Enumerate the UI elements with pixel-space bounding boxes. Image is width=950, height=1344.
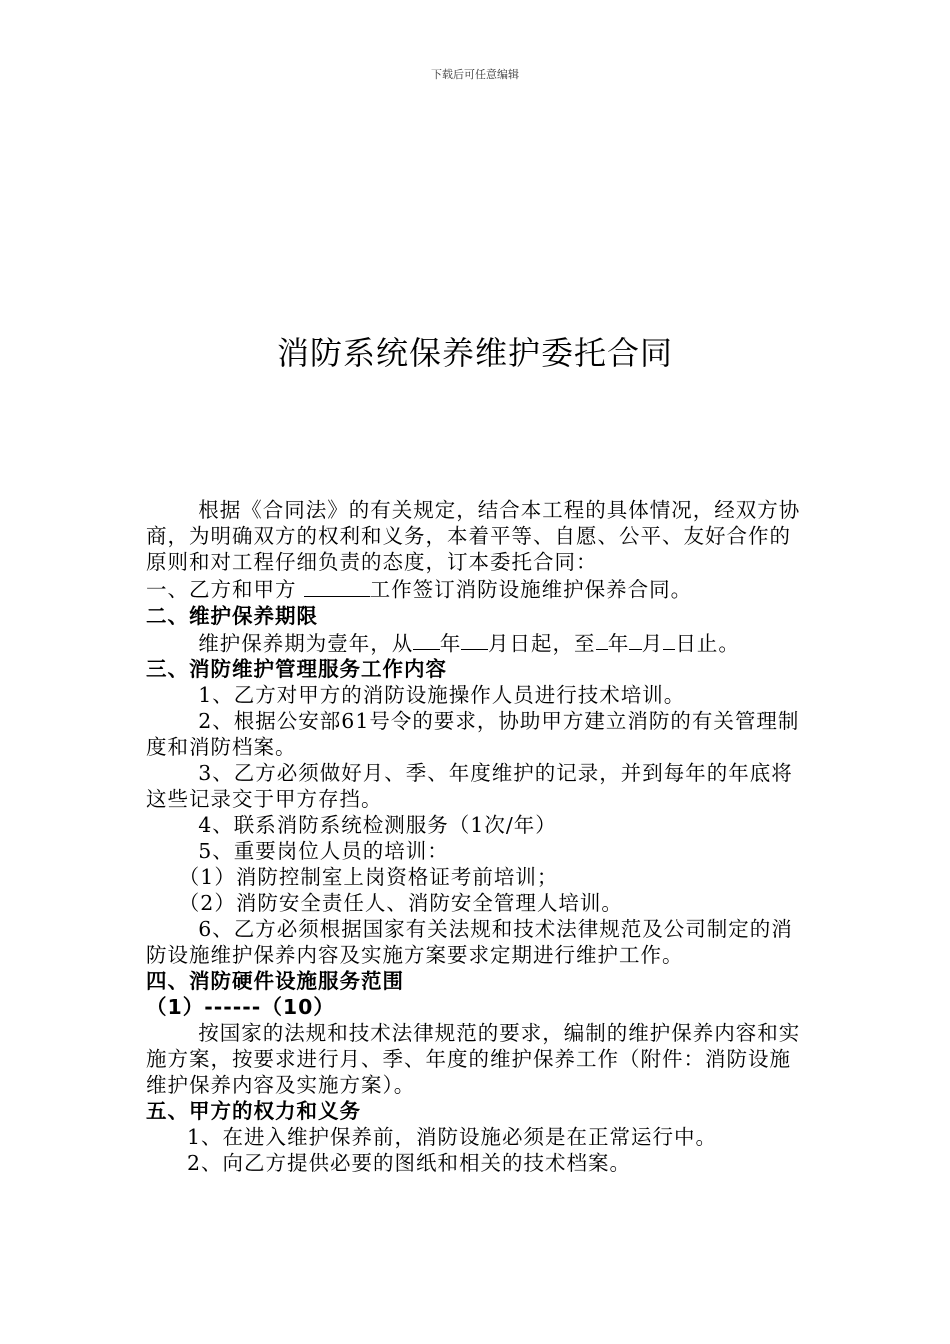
section1-prefix: 一、乙方和甲方	[146, 577, 305, 602]
start-month-blank	[461, 629, 488, 651]
party-name-blank	[304, 575, 370, 597]
period-text-f: 日止。	[675, 631, 740, 655]
section4-range: （1）------（10）	[146, 995, 335, 1019]
section3-item2: 2、根据公安部61号令的要求，协助甲方建立消防的有关管理制度和消防档案。	[146, 709, 800, 759]
section3-item5: 5、重要岗位人员的培训：	[198, 839, 449, 863]
end-day-blank	[663, 629, 675, 651]
section4-text: 按国家的法规和技术法律规范的要求，编制的维护保养内容和实施方案，按要求进行月、季、年度的维护保养工作（附件：消防设施维护保养内容及实施方案）。	[146, 1021, 801, 1097]
section5-item1: 1、在进入维护保养前，消防设施必须是在正常运行中。	[187, 1125, 718, 1149]
end-year-blank	[596, 629, 608, 651]
page-header: 下载后可任意编辑	[431, 68, 519, 81]
period-text-e: 月	[641, 631, 664, 655]
period-text-a: 维护保养期为壹年，从	[198, 631, 414, 655]
contract-body	[146, 497, 810, 1176]
period-text-d: 年	[607, 631, 630, 655]
document-title: 消防系统保养维护委托合同	[276, 334, 673, 372]
section2-heading: 二、维护保养期限	[146, 603, 318, 628]
section5-item2: 2、向乙方提供必要的图纸和相关的技术档案。	[187, 1151, 632, 1175]
section3-heading: 三、消防维护管理服务工作内容	[146, 657, 447, 681]
section3-item1: 1、乙方对甲方的消防设施操作人员进行技术培训。	[198, 683, 686, 707]
section3-sub1: （1）消防控制室上岗资格证考前培训；	[178, 865, 559, 889]
section3-sub2: （2）消防安全责任人、消防安全管理人培训。	[178, 891, 623, 915]
end-month-blank	[629, 629, 641, 651]
section1-line	[146, 575, 810, 603]
section3-item3: 3、乙方必须做好月、季、年度维护的记录，并到每年的年底将这些记录交于甲方存挡。	[146, 761, 793, 811]
section1-suffix: 工作签订消防设施维护保养合同。	[369, 577, 693, 602]
section3-item6: 6、乙方必须根据国家有关法规和技术法律规范及公司制定的消防设施维护保养内容及实施方案要求定期进行维护工作。	[146, 917, 793, 967]
period-line	[146, 629, 810, 657]
intro-paragraph: 根据《合同法》的有关规定，结合本工程的具体情况，经双方协商，为明确双方的权利和义务，本着平等、自愿、公平、友好合作的原则和对工程仔细负责的态度，订本委托合同：	[146, 498, 801, 574]
start-year-blank	[413, 629, 440, 651]
section3-item4: 4、联系消防系统检测服务（1次/年）	[198, 813, 557, 837]
period-text-c: 月日起，至	[488, 631, 596, 655]
section5-heading: 五、甲方的权力和义务	[146, 1099, 361, 1123]
period-text-b: 年	[439, 631, 462, 655]
section4-heading: 四、消防硬件设施服务范围	[146, 969, 404, 993]
